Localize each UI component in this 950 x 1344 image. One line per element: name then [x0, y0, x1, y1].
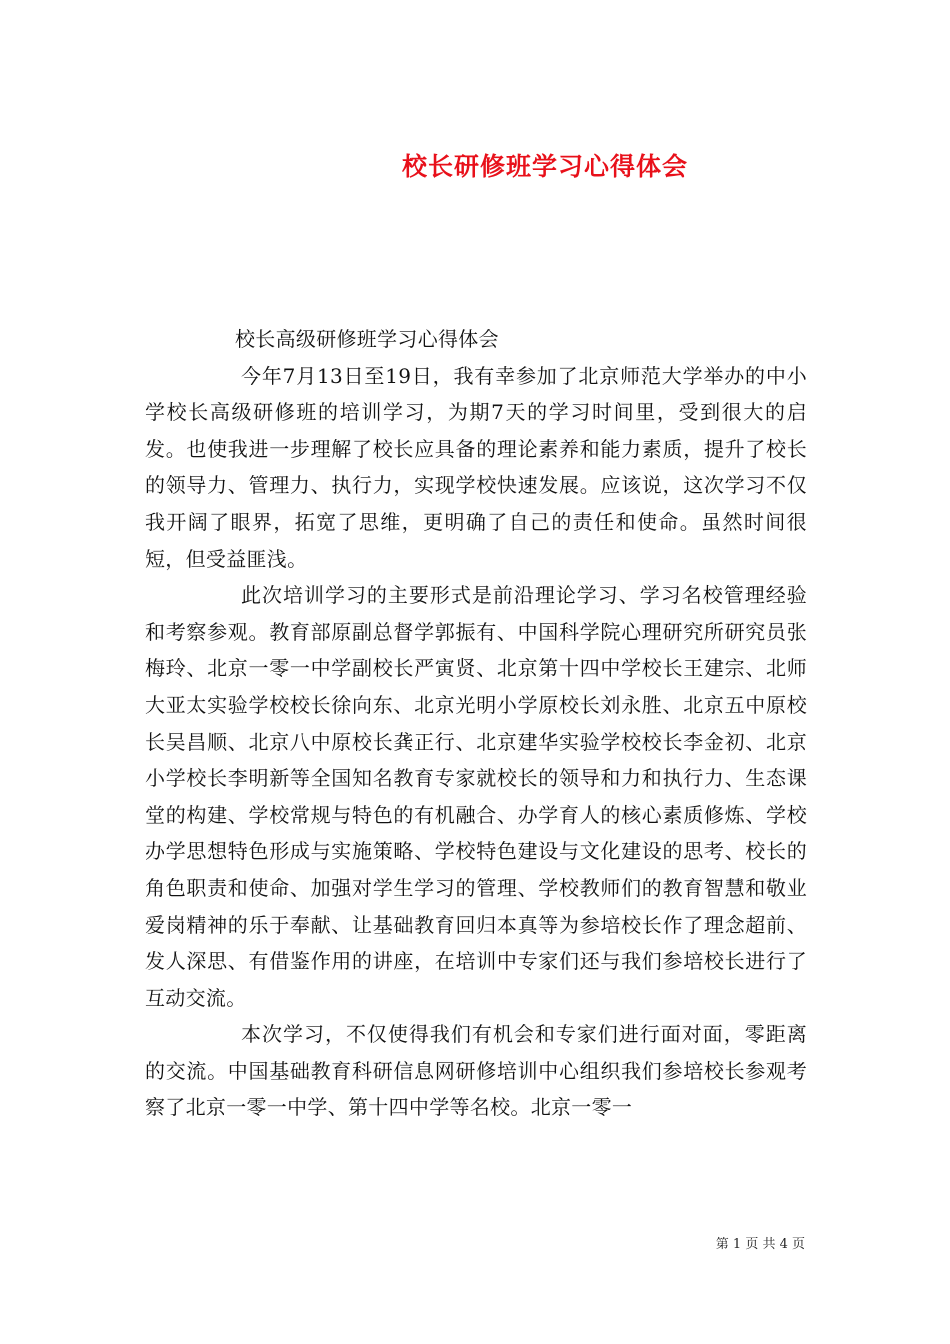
paragraph-3: 本次学习，不仅使得我们有机会和专家们进行面对面，零距离的交流。中国基础教育科研信息网研修培训中心组织我们参培校长参观考察了北京一零一中学、第十四中学等名校。北京一零一: [145, 1022, 807, 1120]
page-title: 校长研修班学习心得体会: [401, 151, 688, 181]
paragraph-1: 今年7月13日至19日，我有幸参加了北京师范大学举办的中小学校长高级研修班的培训学习，为期7天的学习时间里，受到很大的启发。也使我进一步理解了校长应具备的理论素养和能力素质，提升了校长的领导力、管理力、执行力，实现学校快速发展。应该说，这次学习不仅我开阔了眼界，拓宽了思维，更明确了自己的责任和使命。虽然时间很短，但受益匪浅。: [145, 363, 807, 571]
page-number-footer: 第 1 页 共 4 页: [715, 1237, 805, 1252]
document-subtitle: 校长高级研修班学习心得体会: [235, 327, 499, 351]
paragraph-2: 此次培训学习的主要形式是前沿理论学习、学习名校管理经验和考察参观。教育部原副总督学郭振有、中国科学院心理研究所研究员张梅玲、北京一零一中学副校长严寅贤、北京第十四中学校长王建宗、北师大亚太实验学校校长徐向东、北京光明小学原校长刘永胜、北京五中原校长吴昌顺、北京八中原校长龚正行、北京建华实验学校校长李金初、北京小学校长李明新等全国知名教育专家就校长的领导和力和执行力、生态课堂的构建、学校常规与特色的有机融合、办学育人的核心素质修炼、学校办学思想特色形成与实施策略、学校特色建设与文化建设的思考、校长的角色职责和使命、加强对学生学习的管理、学校教师们的教育智慧和敬业爱岗精神的乐于奉献、让基础教育回归本真等为参培校长作了理念超前、发人深思、有借鉴作用的讲座，在培训中专家们还与我们参培校长进行了互动交流。: [145, 583, 807, 1010]
document-body: [145, 321, 807, 1126]
